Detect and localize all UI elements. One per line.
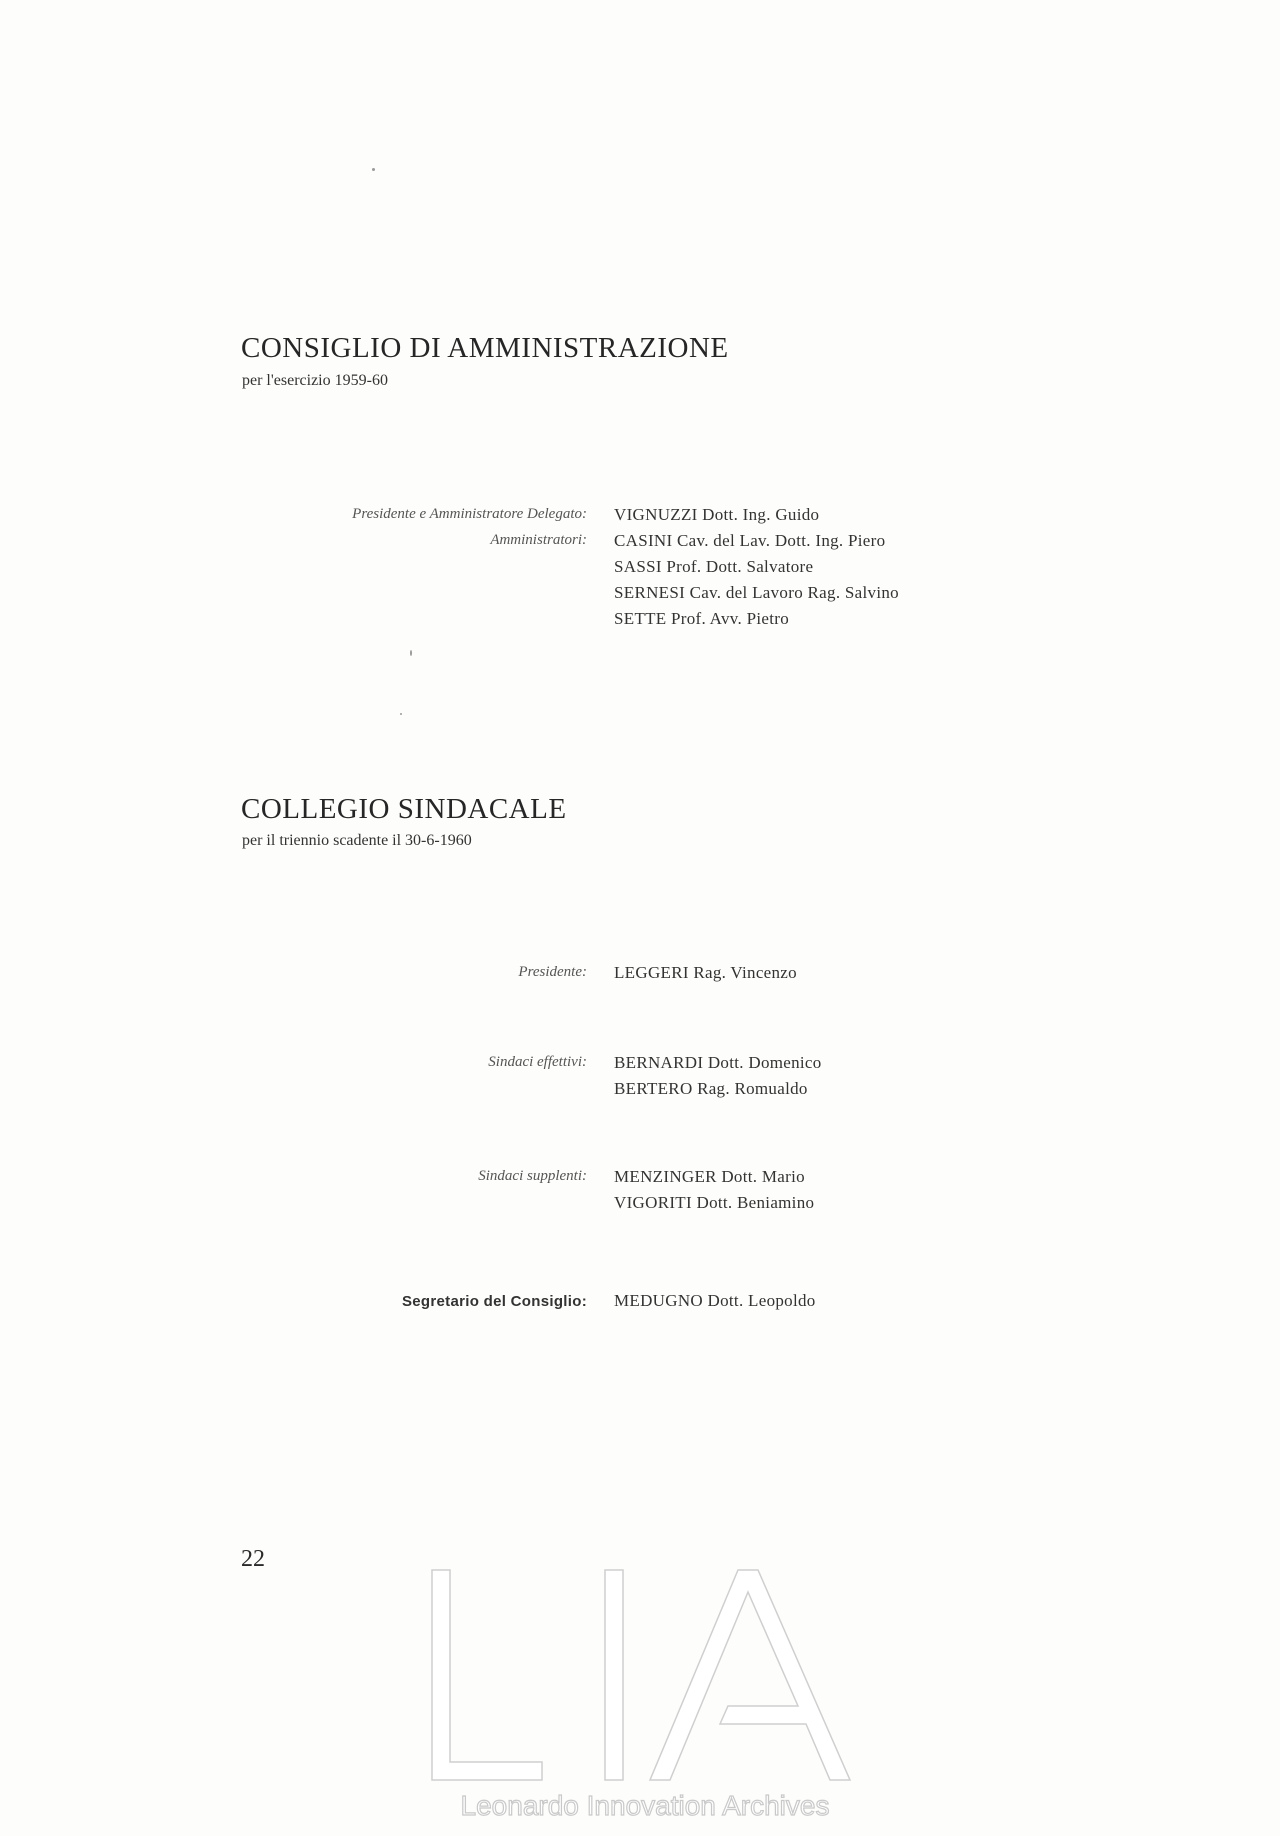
auditors-president-name: LEGGERI Rag. Vincenzo bbox=[614, 963, 797, 982]
director-name: CASINI Cav. del Lav. Dott. Ing. Piero bbox=[614, 531, 886, 550]
substitute-auditors-role-label: Sindaci supplenti: bbox=[478, 1168, 587, 1184]
director-name: SERNESI Cav. del Lavoro Rag. Salvino bbox=[614, 583, 899, 602]
archive-watermark bbox=[420, 1560, 870, 1830]
president-role-label: Presidente e Amministratore Delegato: bbox=[352, 506, 587, 522]
director-name: SASSI Prof. Dott. Salvatore bbox=[614, 557, 814, 576]
substitute-auditors-list bbox=[614, 1164, 814, 1216]
effective-auditors-list bbox=[614, 1050, 822, 1102]
secretary-name: MEDUGNO Dott. Leopoldo bbox=[614, 1291, 816, 1310]
page-number: 22 bbox=[241, 1546, 265, 1572]
directors-list bbox=[614, 528, 899, 632]
substitute-auditor-name: VIGORITI Dott. Beniamino bbox=[614, 1193, 815, 1212]
auditors-president-list bbox=[614, 960, 797, 986]
auditors-subtitle: per il triennio scadente il 30-6-1960 bbox=[242, 832, 472, 849]
board-subtitle: per l'esercizio 1959-60 bbox=[242, 372, 388, 389]
effective-auditors-role-label: Sindaci effettivi: bbox=[488, 1054, 587, 1070]
secretary-list bbox=[614, 1288, 816, 1314]
effective-auditor-name: BERTERO Rag. Romualdo bbox=[614, 1079, 808, 1098]
watermark-caption: Leonardo Innovation Archives bbox=[460, 1790, 830, 1821]
paper-speck bbox=[410, 650, 412, 656]
auditors-title: COLLEGIO SINDACALE bbox=[241, 793, 567, 825]
directors-role-label: Amministratori: bbox=[490, 532, 587, 548]
board-president-name: VIGNUZZI Dott. Ing. Guido bbox=[614, 505, 820, 524]
secretary-role-label: Segretario del Consiglio: bbox=[401, 1293, 587, 1310]
effective-auditor-name: BERNARDI Dott. Domenico bbox=[614, 1053, 822, 1072]
director-name: SETTE Prof. Avv. Pietro bbox=[614, 609, 789, 628]
auditors-president-role-label: Presidente: bbox=[518, 964, 587, 980]
board-president-list bbox=[614, 502, 819, 528]
paper-speck bbox=[372, 168, 375, 171]
substitute-auditor-name: MENZINGER Dott. Mario bbox=[614, 1167, 805, 1186]
lia-logo-icon bbox=[420, 1560, 870, 1790]
paper-speck bbox=[400, 713, 402, 715]
board-title: CONSIGLIO DI AMMINISTRAZIONE bbox=[241, 332, 729, 364]
